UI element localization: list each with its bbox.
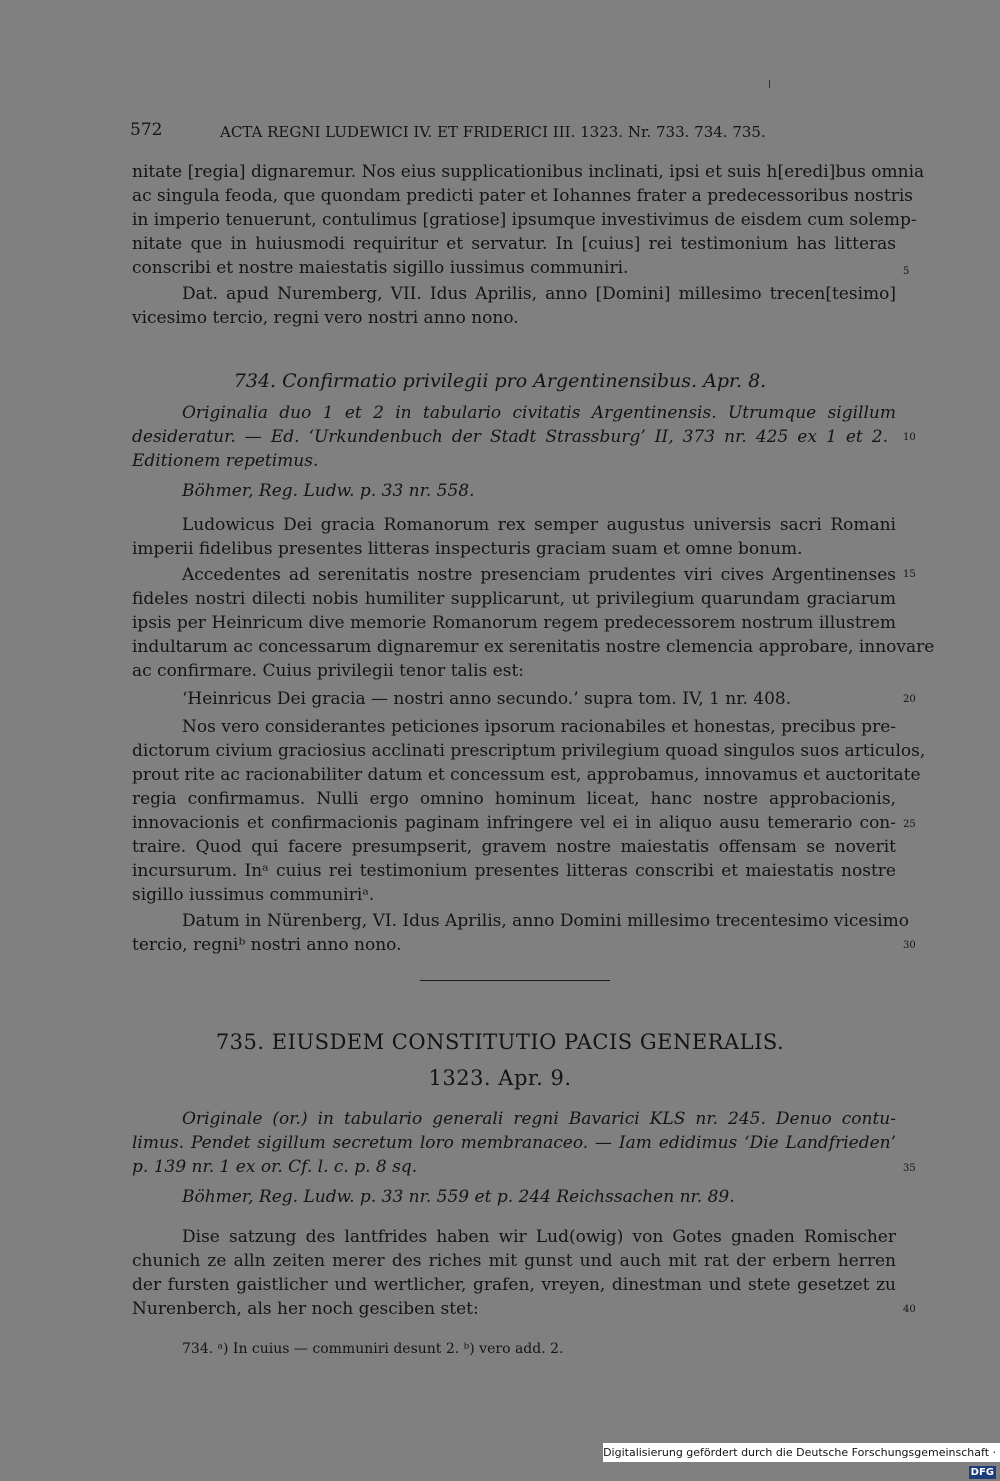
text-line: dictorum civium graciosius acclinati prescriptum privilegium quoad singulos suos articulos,: [132, 741, 926, 761]
text-line: Nos vero considerantes peticiones ipsorum racionabiles et honestas, precibus pre-: [182, 717, 896, 737]
text-line: in imperio tenuerunt, contulimus [gratiose] ipsumque investivimus de eisdem cum solemp-: [132, 210, 917, 230]
regest-line: Böhmer, Reg. Ludw. p. 33 nr. 559 et p. 244 Reichssachen nr. 89.: [182, 1187, 735, 1207]
source-line: limus. Pendet sigillum secretum loro membranaceo. — Iam edidimus ‘Die Landfrieden’: [132, 1133, 896, 1153]
line-number: 30: [903, 940, 916, 951]
text-line: sigillo iussimus communiriᵃ.: [132, 885, 375, 905]
regest-line: Böhmer, Reg. Ludw. p. 33 nr. 558.: [182, 481, 475, 501]
dating-line: Datum in Nürenberg, VI. Idus Aprilis, anno Domini millesimo trecentesimo vicesimo: [182, 911, 909, 931]
text-line: der fursten gaistlicher und wertlicher, grafen, vreyen, dinestman und stete gesetzet zu: [132, 1275, 896, 1295]
text-line: regia confirmamus. Nulli ergo omnino hominum liceat, hanc nostre approbacionis,: [132, 789, 896, 809]
line-number: 15: [903, 569, 916, 580]
text-line: Nurenberch, als her noch gesciben stet:: [132, 1299, 479, 1319]
line-number: 40: [903, 1304, 916, 1315]
text-line: innovacionis et confirmacionis paginam infringere vel ei in aliquo ausu temerario con-: [132, 813, 896, 833]
source-line: Originale (or.) in tabulario generali regni Bavarici KLS nr. 245. Denuo contu-: [182, 1109, 896, 1129]
text-line: Ludowicus Dei gracia Romanorum rex semper augustus universis sacri Romani: [182, 515, 896, 535]
footer-bar: [603, 1443, 1000, 1478]
text-line: chunich ze alln zeiten merer des riches mit gunst und auch mit rat der erbern herren: [132, 1251, 896, 1271]
source-line: p. 139 nr. 1 ex or. Cf. l. c. p. 8 sq.: [132, 1157, 418, 1177]
text-line: Accedentes ad serenitatis nostre presenciam prudentes viri cives Argentinenses: [182, 565, 896, 585]
dating-line: Dat. apud Nuremberg, VII. Idus Aprilis, anno [Domini] millesimo trecen[tesimo]: [182, 284, 896, 304]
source-line: desideratur. — Ed. ‘Urkundenbuch der Stadt Strassburg’ II, 373 nr. 425 ex 1 et 2.: [132, 427, 888, 447]
text-line: nitate que in huiusmodi requiritur et servatur. In [cuius] rei testimonium has litteras: [132, 234, 896, 254]
footnote: 734. ᵃ) In cuius — communiri desunt 2. ᵇ) vero add. 2.: [182, 1341, 564, 1357]
text-line: Dise satzung des lantfrides haben wir Lud(owig) von Gotes gnaden Romischer: [182, 1227, 896, 1247]
running-title: ACTA REGNI LUDEWICI IV. ET FRIDERICI III. 1323. Nr. 733. 734. 735.: [220, 123, 766, 141]
text-line: incursurum. Inᵃ cuius rei testimonium presentes litteras conscribi et maiestatis nostre: [132, 861, 896, 881]
dfg-logo[interactable]: DFG: [970, 1467, 994, 1478]
text-line: prout rite ac racionabiliter datum et concessum est, approbamus, innovamus et auctoritate: [132, 765, 921, 785]
text-line: indultarum ac concessarum dignaremur ex serenitatis nostre clemencia approbare, innovare: [132, 637, 935, 657]
text-line: ipsis per Heinricum dive memorie Romanorum regem predecessorem nostrum illustrem: [132, 613, 896, 633]
text-line: imperii fidelibus presentes litteras inspecturis graciam suam et omne bonum.: [132, 539, 803, 559]
line-number: 20: [903, 694, 916, 705]
source-line: Editionem repetimus.: [132, 451, 319, 471]
text-line: fideles nostri dilecti nobis humiliter supplicarunt, ut privilegium quarundam graciarum: [132, 589, 896, 609]
doc-734-title: 734. Confirmatio privilegii pro Argentinensibus. Apr. 8.: [233, 370, 767, 392]
text-line: vicesimo tercio, regni vero nostri anno nono.: [132, 308, 519, 328]
line-number: 10: [903, 432, 916, 443]
scan-mark: [769, 80, 770, 88]
doc-735-title: 735. EIUSDEM CONSTITUTIO PACIS GENERALIS.: [215, 1030, 785, 1054]
line-number: 35: [903, 1163, 916, 1174]
text-line: nitate [regia] dignaremur. Nos eius supplicationibus inclinati, ipsi et suis h[eredi]bus omnia: [132, 162, 925, 182]
page-number: 572: [130, 120, 163, 140]
line-number: 5: [903, 266, 910, 277]
text-line: ac confirmare. Cuius privilegii tenor talis est:: [132, 661, 525, 681]
source-line: Originalia duo 1 et 2 in tabulario civitatis Argentinensis. Utrumque sigillum: [182, 403, 896, 423]
separator-rule: [420, 980, 610, 981]
doc-735-date: 1323. Apr. 9.: [428, 1066, 572, 1090]
text-line: conscribi et nostre maiestatis sigillo iussimus communiri.: [132, 258, 629, 278]
text-line: ac singula feoda, que quondam predicti pater et Iohannes frater a predecessoribus nostris: [132, 186, 914, 206]
line-number: 25: [903, 819, 916, 830]
text-line: traire. Quod qui facere presumpserit, gravem nostre maiestatis offensam se noverit: [132, 837, 896, 857]
insert-line: ‘Heinricus Dei gracia — nostri anno secundo.’ supra tom. IV, 1 nr. 408.: [182, 689, 792, 709]
text-line: tercio, regniᵇ nostri anno nono.: [132, 935, 402, 955]
footer-text: Digitalisierung gefördert durch die Deutsche Forschungsgemeinschaft ·: [603, 1446, 996, 1459]
